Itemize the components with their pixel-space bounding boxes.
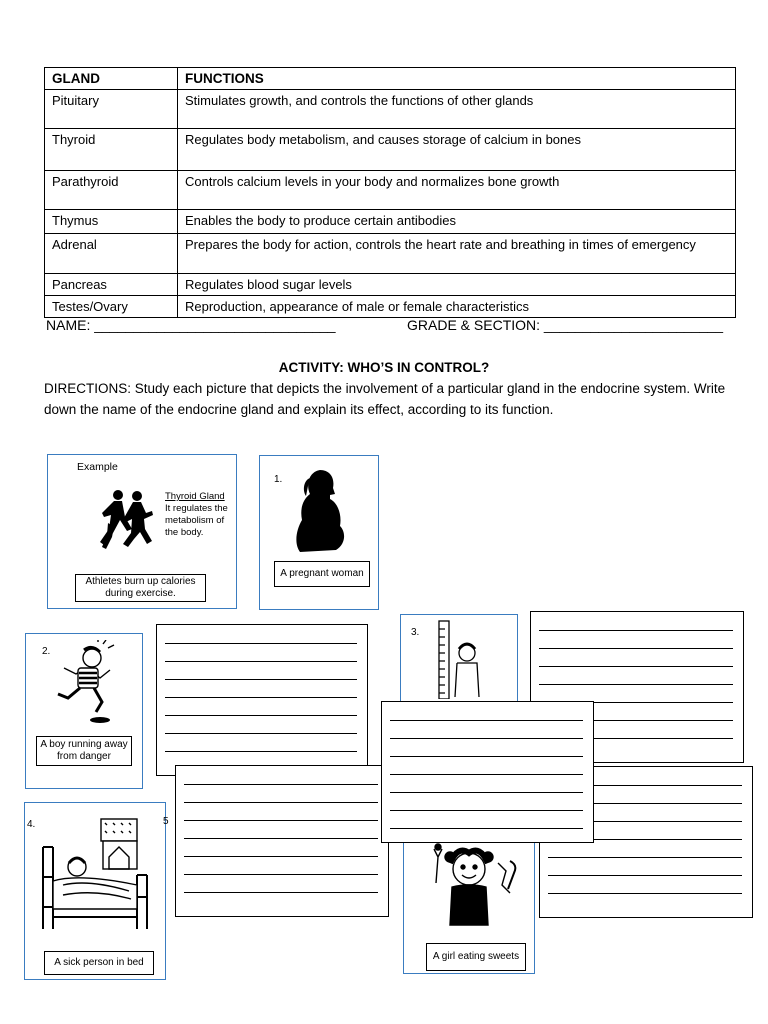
gland-functions-table (44, 67, 736, 318)
answer-line[interactable] (539, 684, 733, 685)
height-measure-icon (431, 619, 491, 699)
running-boy-icon (48, 640, 122, 728)
table-row (45, 234, 736, 274)
gland-cell: Pancreas (45, 274, 178, 296)
example-label: Example (77, 461, 118, 473)
answer-line[interactable] (184, 784, 378, 785)
answer-line[interactable] (184, 802, 378, 803)
table-header-row (45, 68, 736, 90)
answer-line[interactable] (548, 875, 742, 876)
girl-sweets-icon (414, 843, 524, 927)
card-caption: A girl eating sweets (426, 943, 526, 971)
answer-line[interactable] (165, 697, 357, 698)
gland-cell: Thymus (45, 210, 178, 234)
function-cell: Reproduction, appearance of male or female characteristics (178, 296, 736, 318)
column-header-functions: FUNCTIONS (178, 68, 736, 90)
runners-icon (94, 489, 166, 551)
answer-line[interactable] (165, 661, 357, 662)
card-number: 1. (274, 474, 283, 485)
table-row (45, 90, 736, 129)
sick-bed-icon (39, 817, 149, 937)
gland-cell: Thyroid (45, 129, 178, 171)
answer-line[interactable] (390, 738, 583, 739)
answer-box-2[interactable] (156, 624, 368, 776)
answer-line[interactable] (390, 774, 583, 775)
picture-card-5 (403, 838, 535, 974)
answer-line[interactable] (390, 792, 583, 793)
card-number: 4. (27, 819, 36, 830)
card-number: 2. (42, 646, 51, 657)
column-header-gland: GLAND (45, 68, 178, 90)
table-row (45, 210, 736, 234)
answer-line[interactable] (539, 648, 733, 649)
picture-card-3 (400, 614, 518, 704)
grade-section-field[interactable]: GRADE & SECTION: _______________________ (407, 317, 723, 333)
answer-line[interactable] (390, 810, 583, 811)
gland-cell: Pituitary (45, 90, 178, 129)
gland-cell: Parathyroid (45, 171, 178, 210)
answer-line[interactable] (539, 666, 733, 667)
answer-line[interactable] (165, 679, 357, 680)
directions-label: DIRECTIONS: (44, 381, 132, 396)
answer-line[interactable] (184, 856, 378, 857)
answer-line[interactable] (184, 892, 378, 893)
gland-cell: Testes/Ovary (45, 296, 178, 318)
table-row (45, 129, 736, 171)
answer-line[interactable] (184, 838, 378, 839)
answer-line[interactable] (184, 820, 378, 821)
example-caption: Athletes burn up calories during exercise. (75, 574, 206, 602)
directions (44, 378, 734, 420)
function-cell: Prepares the body for action, controls the heart rate and breathing in times of emergency (178, 234, 736, 274)
answer-line[interactable] (390, 720, 583, 721)
answer-line[interactable] (165, 643, 357, 644)
example-card (47, 454, 237, 609)
function-cell: Regulates blood sugar levels (178, 274, 736, 296)
example-gland-name: Thyroid Gland (165, 491, 225, 502)
directions-text: Study each picture that depicts the involvement of a particular gland in the endocrine system. Write down the name of the endocrine gland and explain its effect, according to its function. (44, 381, 726, 417)
table-row (45, 274, 736, 296)
card-caption: A sick person in bed (44, 951, 154, 975)
pregnant-woman-icon (290, 470, 350, 554)
function-cell: Enables the body to produce certain antibodies (178, 210, 736, 234)
answer-box-4[interactable] (175, 765, 389, 917)
function-cell: Controls calcium levels in your body and normalizes bone growth (178, 171, 736, 210)
answer-line[interactable] (390, 756, 583, 757)
gland-cell: Adrenal (45, 234, 178, 274)
answer-line[interactable] (184, 874, 378, 875)
answer-line[interactable] (390, 828, 583, 829)
table-row (45, 171, 736, 210)
table-row (45, 296, 736, 318)
card-number-5-marker: 5 (163, 816, 169, 827)
name-field[interactable]: NAME: _______________________________ (46, 317, 336, 333)
answer-box-1[interactable] (381, 701, 594, 843)
picture-card-1 (259, 455, 379, 610)
card-caption: A pregnant woman (274, 561, 370, 587)
example-answer (165, 491, 237, 539)
example-explanation: It regulates the metabolism of the body. (165, 503, 228, 538)
answer-line[interactable] (548, 857, 742, 858)
card-number: 3. (411, 627, 420, 638)
answer-line[interactable] (548, 893, 742, 894)
picture-card-4 (24, 802, 166, 980)
answer-line[interactable] (165, 733, 357, 734)
function-cell: Regulates body metabolism, and causes storage of calcium in bones (178, 129, 736, 171)
card-caption: A boy running away from danger (36, 736, 132, 766)
function-cell: Stimulates growth, and controls the functions of other glands (178, 90, 736, 129)
answer-line[interactable] (165, 751, 357, 752)
activity-title: ACTIVITY: WHO’S IN CONTROL? (278, 360, 490, 375)
picture-card-2 (25, 633, 143, 789)
answer-line[interactable] (165, 715, 357, 716)
answer-line[interactable] (539, 630, 733, 631)
